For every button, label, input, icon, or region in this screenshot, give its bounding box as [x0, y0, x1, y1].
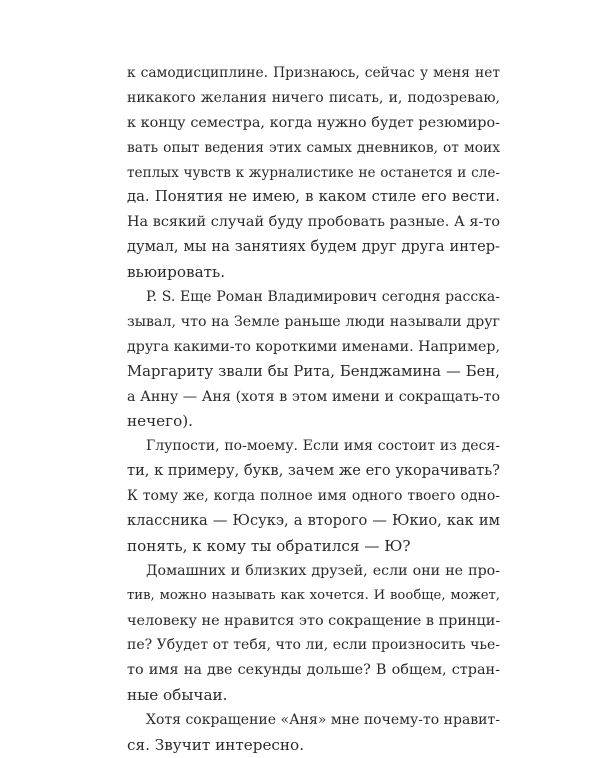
text-line: вьюировать.: [127, 263, 226, 282]
body-text: [127, 61, 500, 758]
text-line: нечего).: [127, 412, 193, 431]
text-line: друга какими-то короткими именами. Например,: [127, 338, 500, 355]
text-line: да. Понятия не имею, в каком стиле его вести.: [127, 188, 500, 206]
text-line: тив, можно называть как хочется. И вообще, может,: [127, 587, 500, 603]
text-line: к самодисциплине. Признаюсь, сейчас у меня нет: [127, 65, 500, 81]
text-line: Маргариту звали бы Рита, Бенджамина — Бен,: [127, 362, 500, 380]
text-line: зывал, что на Земле раньше люди называли друг: [127, 313, 500, 330]
text-line: P. S. Еще Роман Владимирович сегодня расска-: [146, 289, 500, 306]
text-line: Глупости, по-моему. Если имя состоит из деся-: [146, 438, 500, 455]
text-line: ные обычаи.: [127, 686, 228, 705]
text-line: то имя на две секунды дольше? В общем, стран-: [127, 662, 500, 679]
text-line: понять, к кому ты обратился — Ю?: [127, 536, 411, 555]
text-line: думал, мы на занятиях будем друг друга интер-: [127, 238, 500, 256]
text-line: На всякий случай буду пробовать разные. А я-то: [127, 214, 500, 231]
text-line: к концу семестра, когда нужно будет резюмиро-: [127, 114, 500, 131]
text-line: классника — Юсукэ, а второго — Юкио, как им: [127, 512, 500, 530]
text-line: К тому же, когда полное имя одного твоего одно-: [127, 488, 500, 505]
text-line: ти, к примеру, букв, зачем же его укорачивать?: [127, 462, 500, 480]
text-line: а Анну — Аня (хотя в этом имени и сокращать-то: [127, 388, 500, 405]
text-line: пе? Убудет от тебя, что ли, если произносить чье-: [127, 637, 500, 654]
text-line: ся. Звучит интересно.: [127, 736, 305, 755]
text-line: никакого желания ничего писать, и, подозреваю,: [127, 89, 500, 106]
text-line: человеку не нравится это сокращение в принци-: [127, 612, 501, 629]
text-line: теплых чувств к журналистике не останется и сле-: [127, 164, 500, 181]
text-line: вать опыт ведения этих самых дневников, от моих: [127, 139, 500, 156]
text-line: Хотя сокращение «Аня» мне почему-то нравит-: [146, 712, 500, 729]
text-line: Домашних и близких друзей, если они не про-: [146, 562, 500, 579]
